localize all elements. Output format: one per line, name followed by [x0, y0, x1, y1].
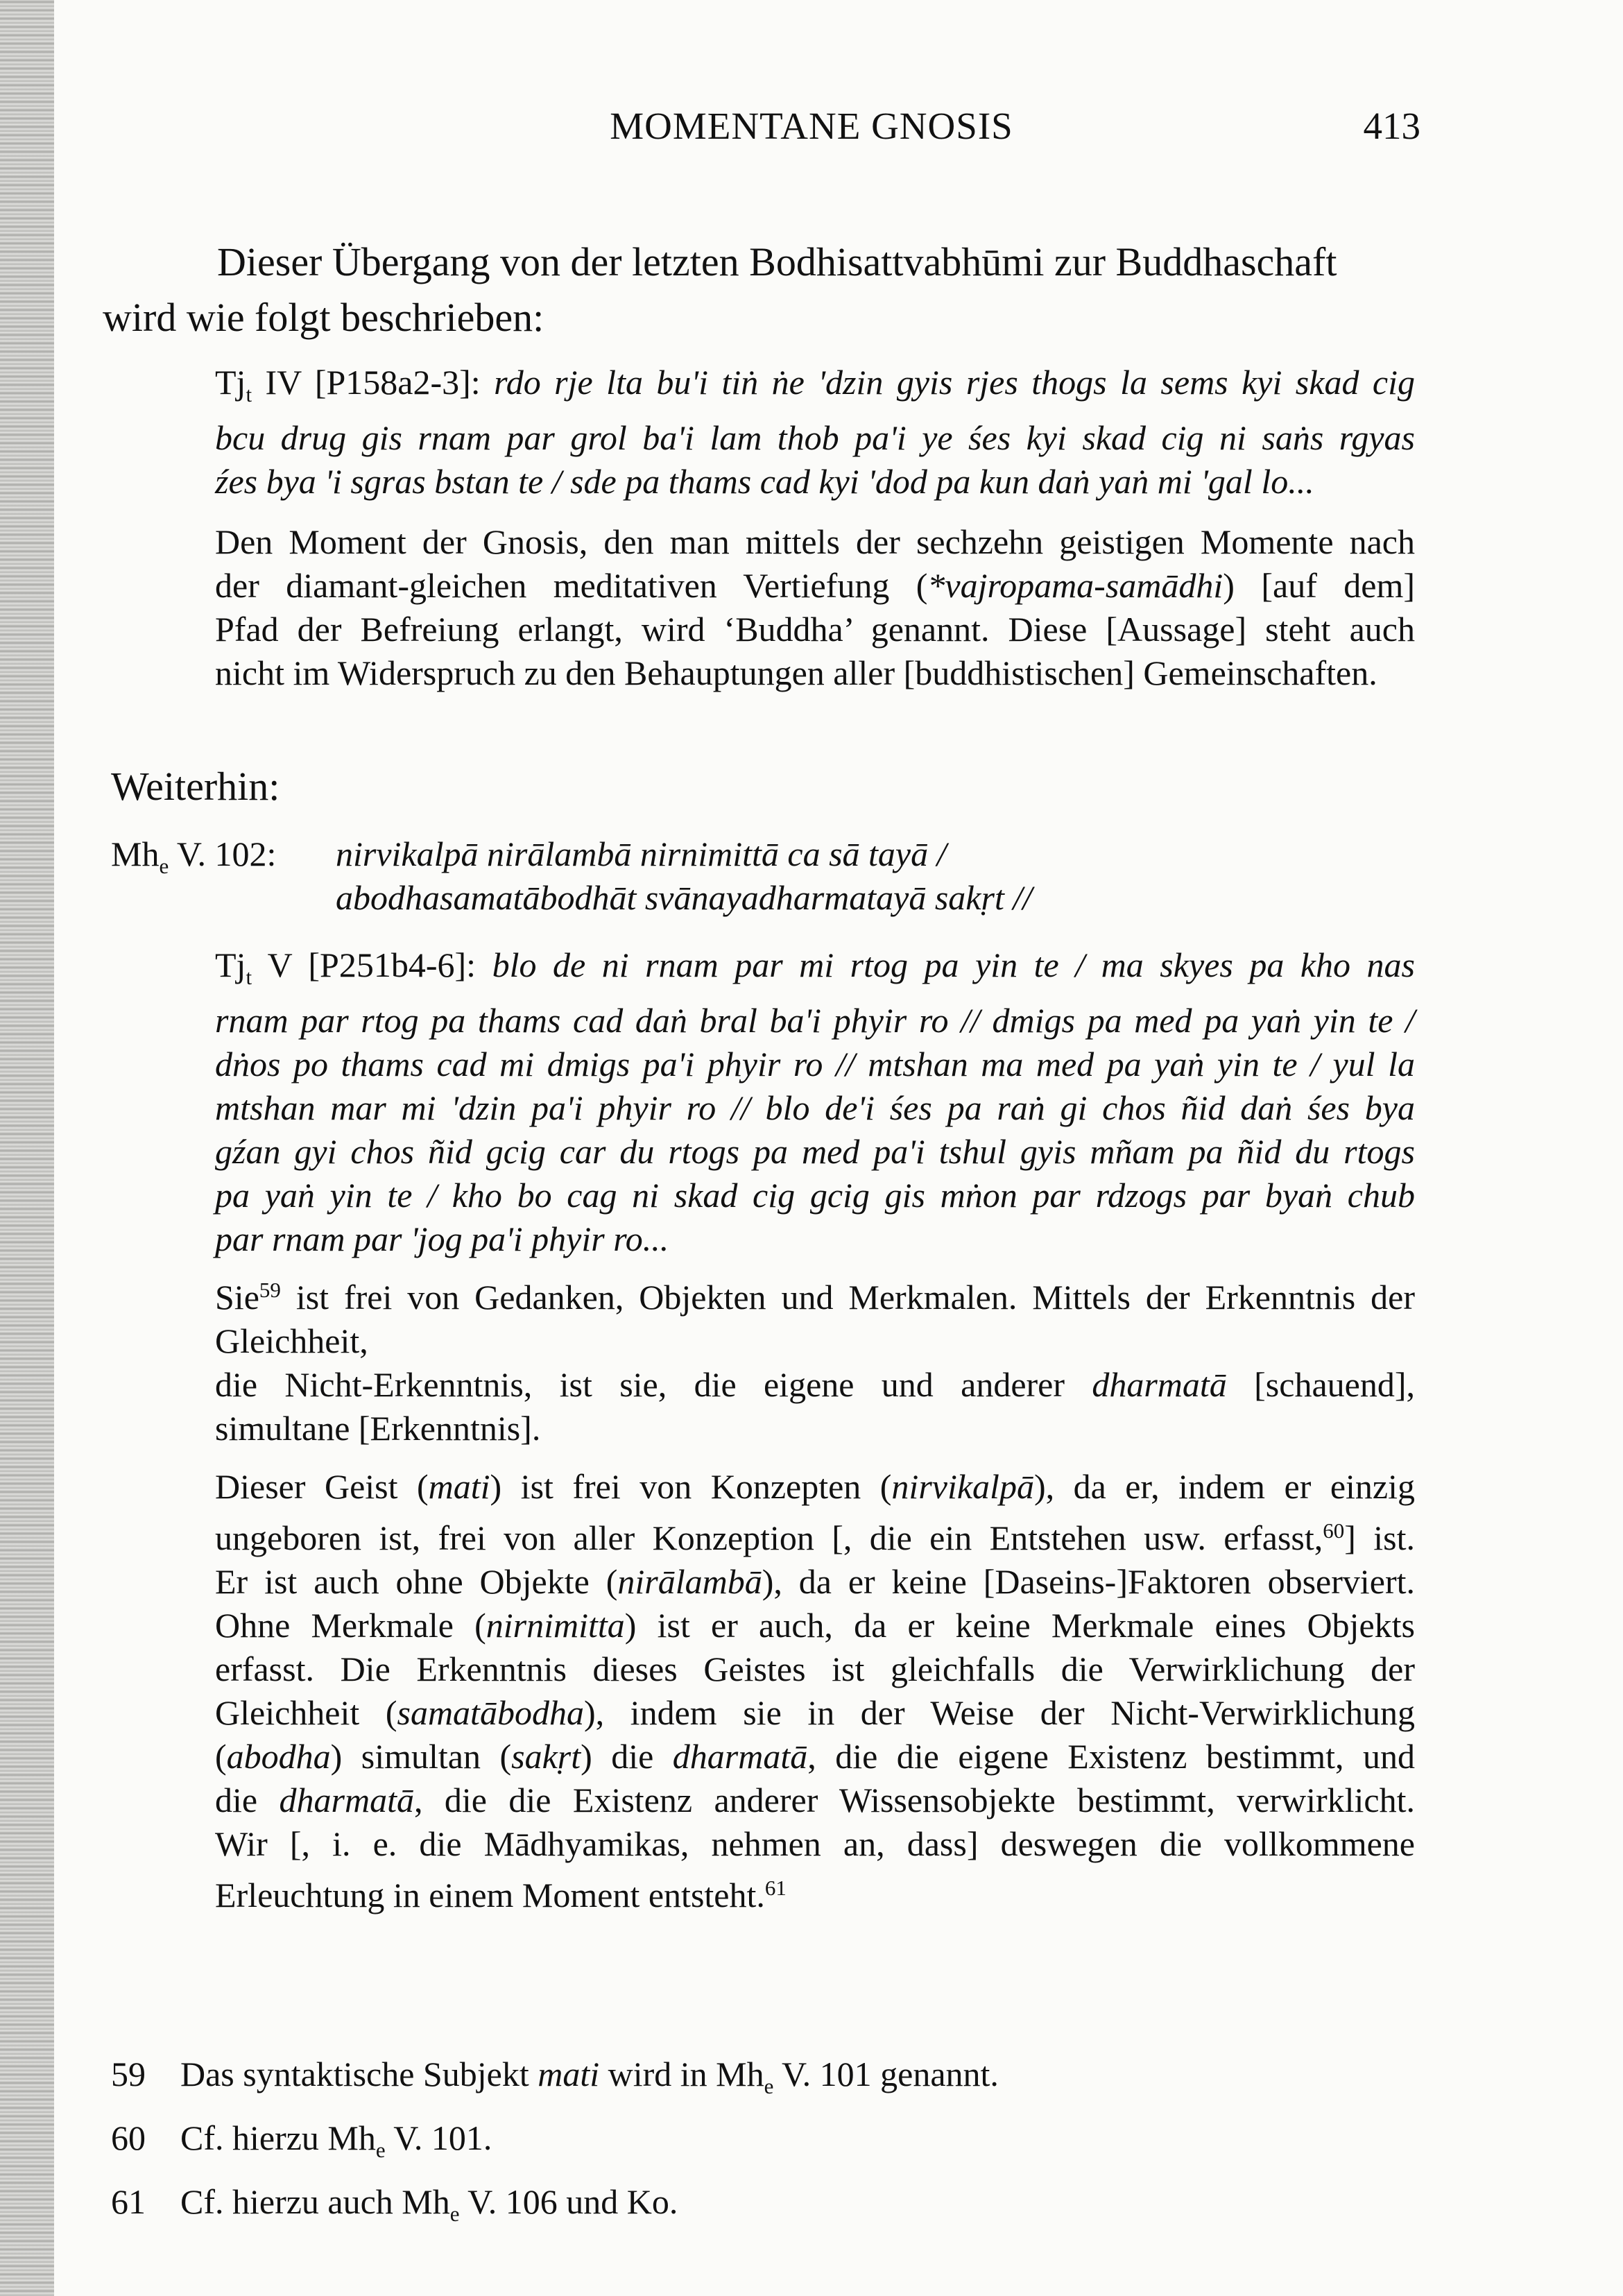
- comment-line-4: [215, 1604, 1415, 1647]
- quote2-line-6: pa yaṅ yin te / kho bo cag ni skad cig gcig gis mṅon par rdzogs par byaṅ chub: [215, 1175, 1415, 1215]
- trans1-line-1: Den Moment der Gnosis, den man mittels der sechzehn geistigen Momente nach: [215, 522, 1415, 561]
- footnote-number: 59: [111, 2055, 146, 2093]
- trans2-line-2: Gleichheit,: [215, 1321, 368, 1361]
- intro-paragraph: [103, 234, 1420, 345]
- trans2-line-3: [215, 1363, 1415, 1407]
- comment-l10-a: Erleuchtung in einem Moment entsteht.: [215, 1876, 765, 1915]
- mhe-ref-prefix: Mh: [111, 834, 160, 873]
- term-samatabodha: samatābodha: [397, 1693, 584, 1733]
- term-dharmata-2: dharmatā: [279, 1781, 414, 1820]
- term-nirvikalpa: nirvikalpā: [891, 1467, 1034, 1506]
- trans1-line-2: [215, 564, 1415, 608]
- comment-l3-b: ), da er keine [Daseins-]Faktoren observiert.: [762, 1562, 1416, 1602]
- comment-l7-d: , die die eigene Existenz bestimmt, und: [807, 1737, 1415, 1776]
- quote2-ref-prefix: Tj: [215, 945, 246, 984]
- mhe-verse-line-1: nirvikalpā nirālambā nirnimittā ca sā tayā /: [336, 834, 947, 873]
- quote2-line-5: gźan gyi chos ñid gcig car du rtogs pa med pa'i tshul gyis mñam pa ñid du rtogs: [215, 1131, 1415, 1171]
- footnotes: [111, 2053, 999, 2245]
- comment-l7-b: ) simultan (: [330, 1737, 512, 1776]
- comment-line-9: Wir [, i. e. die Mādhyamikas, nehmen an, dass] deswegen die vollkommene: [215, 1824, 1415, 1864]
- footnote-ref-61[interactable]: 61: [764, 1876, 787, 1901]
- mhe-ref-sub: e: [159, 853, 169, 878]
- mhe-verse-line-2: abodhasamatābodhāt svānayadharmatayā sakṛt //: [336, 878, 1033, 917]
- trans1-term-vajropama: *vajropama-samādhi: [927, 566, 1223, 605]
- quote1-line-3: źes bya 'i sgras bstan te / sde pa thams cad kyi 'dod pa kun daṅ yaṅ mi 'gal lo...: [215, 461, 1314, 501]
- quote1-ref-sub: t: [246, 382, 252, 406]
- comment-l3-a: Er ist auch ohne Objekte (: [215, 1562, 618, 1602]
- trans2-line-1: [215, 1268, 1415, 1319]
- footnote-number: 61: [111, 2182, 146, 2221]
- commentary-paragraph: [215, 1465, 1415, 1917]
- comment-line-3: [215, 1560, 1415, 1604]
- trans2-line-1-b: ist frei von Gedanken, Objekten und Merkmalen. Mittels der Erkenntnis der: [280, 1278, 1415, 1317]
- comment-line-10: [215, 1866, 1415, 1917]
- comment-l6-a: Gleichheit (: [215, 1693, 397, 1733]
- trans1-line-4: nicht im Widerspruch zu den Behauptungen aller [buddhistischen] Gemeinschaften.: [215, 653, 1377, 692]
- mhe-verse-text: [336, 832, 1032, 920]
- comment-l4-a: Ohne Merkmale (: [215, 1606, 486, 1645]
- quote1-tibetan-text: rdo rje lta bu'i tiṅ ṅe 'dzin gyis rjes thogs la sems kyi skad cig: [494, 363, 1415, 402]
- comment-l7-c: ) die: [581, 1737, 673, 1776]
- footnote-60-sub: e: [375, 2137, 386, 2162]
- quote2-line-4: mtshan mar mi 'dzin pa'i phyir ro // blo de'i śes pa raṅ gi chos ñid daṅ śes bya: [215, 1088, 1415, 1127]
- page-number: 413: [1363, 105, 1420, 147]
- trans2-line-1-a: Sie: [215, 1278, 259, 1317]
- footnote-59-term: mati: [538, 2055, 600, 2093]
- tibetan-quote-1: [215, 361, 1415, 504]
- comment-l2-b: ] ist.: [1344, 1518, 1415, 1558]
- comment-l1-b: ) ist frei von Konzepten (: [490, 1467, 892, 1506]
- quote2-ref-sub: t: [246, 964, 252, 989]
- comment-line-6: [215, 1691, 1415, 1735]
- trans1-line-2-b: ) [auf dem]: [1223, 566, 1415, 605]
- comment-l8-b: , die die Existenz anderer Wissensobjekte bestimmt, verwirklicht.: [413, 1781, 1415, 1820]
- mhe-verse-ref: [111, 832, 276, 888]
- footnote-59: [111, 2053, 999, 2117]
- quote2-ref-suffix: V [P251b4-6]:: [252, 945, 492, 984]
- footnote-61-text-b: V. 106 und Ko.: [459, 2182, 678, 2221]
- footnote-number: 60: [111, 2118, 146, 2157]
- comment-l1-c: ), da er, indem er einzig: [1033, 1467, 1415, 1506]
- term-mati: mati: [428, 1467, 490, 1506]
- footnote-ref-59[interactable]: 59: [259, 1278, 281, 1302]
- footnote-61-text-a: Cf. hierzu auch Mh: [180, 2182, 450, 2221]
- footnote-60: [111, 2117, 999, 2181]
- footnote-60-text-a: Cf. hierzu Mh: [180, 2118, 376, 2157]
- comment-line-8: [215, 1779, 1415, 1822]
- footnote-59-sub: e: [764, 2073, 774, 2098]
- comment-l1-a: Dieser Geist (: [215, 1467, 429, 1506]
- scan-edge-shadow: [0, 0, 54, 2296]
- term-dharmata-1: dharmatā: [672, 1737, 808, 1776]
- intro-line-2: wird wie folgt beschrieben:: [103, 295, 544, 340]
- comment-l4-b: ) ist er auch, da er keine Merkmale eines Objekts: [624, 1606, 1415, 1645]
- trans2-term-dharmata: dharmatā: [1092, 1365, 1227, 1405]
- footnote-59-text-b: wird in Mh: [599, 2055, 764, 2093]
- quote1-ref-prefix: Tj: [215, 363, 246, 402]
- footnote-60-text-b: V. 101.: [385, 2118, 492, 2157]
- footnote-59-text-a: Das syntaktische Subjekt: [180, 2055, 538, 2093]
- quote1-line-2: bcu drug gis rnam par grol ba'i lam thob pa'i ye śes kyi skad cig ni saṅs rgyas: [215, 418, 1415, 457]
- footnote-59-text-c: V. 101 genannt.: [773, 2055, 999, 2093]
- intro-line-1: Dieser Übergang von der letzten Bodhisattvabhūmi zur Buddhaschaft: [217, 239, 1337, 284]
- quote2-line-7: par rnam par 'jog pa'i phyir ro...: [215, 1219, 669, 1258]
- term-niralamba: nirālambā: [617, 1562, 762, 1602]
- trans2-line-3-a: die Nicht-Erkenntnis, ist sie, die eigene und anderer: [215, 1365, 1092, 1405]
- comment-line-5: erfasst. Die Erkenntnis dieses Geistes ist gleichfalls die Verwirklichung der: [215, 1650, 1415, 1689]
- quote2-line-2: rnam par rtog pa thams cad daṅ bral ba'i phyir ro // dmigs pa med pa yaṅ yin te /: [215, 1000, 1415, 1040]
- trans1-line-3: Pfad der Befreiung erlangt, wird ‘Buddha’ genannt. Diese [Aussage] steht auch: [215, 610, 1415, 649]
- section-lead-weiterhin: Weiterhin:: [111, 764, 280, 809]
- quote1-ref-suffix: IV [P158a2-3]:: [252, 363, 495, 402]
- comment-l6-b: ), indem sie in der Weise der Nicht-Verwirklichung: [583, 1693, 1415, 1733]
- trans2-line-3-b: [schauend],: [1226, 1365, 1415, 1405]
- comment-line-2: [215, 1509, 1415, 1560]
- comment-l8-a: die: [215, 1781, 280, 1820]
- tibetan-quote-2: [215, 943, 1415, 1261]
- mhe-ref-suffix: V. 102:: [169, 834, 277, 873]
- translation-2: [215, 1268, 1415, 1450]
- comment-line-1: [215, 1465, 1415, 1509]
- footnote-61: [111, 2181, 999, 2245]
- quote1-line-1: [215, 361, 1415, 416]
- term-nirnimitta: nirnimitta: [486, 1606, 625, 1645]
- translation-1: [215, 520, 1415, 695]
- footnote-61-sub: e: [449, 2201, 460, 2226]
- comment-l2-a: ungeboren ist, frei von aller Konzeption [, die ein Entstehen usw. erfasst,: [215, 1518, 1323, 1558]
- comment-l7-a: (: [215, 1737, 227, 1776]
- trans1-line-2-a: der diamant-gleichen meditativen Vertiefung (: [215, 566, 928, 605]
- quote2-line-1: [215, 943, 1415, 999]
- footnote-ref-60[interactable]: 60: [1323, 1518, 1345, 1543]
- quote2-line-3: dṅos po thams cad mi dmigs pa'i phyir ro // mtshan ma med pa yaṅ yin te / yul la: [215, 1044, 1415, 1083]
- term-sakrt: sakṛt: [511, 1737, 581, 1776]
- quote2-tibetan-text: blo de ni rnam par mi rtog pa yin te / ma skyes pa kho nas: [492, 945, 1415, 984]
- term-abodha: abodha: [226, 1737, 331, 1776]
- running-header-title: MOMENTANE GNOSIS: [610, 105, 1013, 147]
- comment-line-7: [215, 1735, 1415, 1779]
- trans2-line-4: simultane [Erkenntnis].: [215, 1409, 541, 1448]
